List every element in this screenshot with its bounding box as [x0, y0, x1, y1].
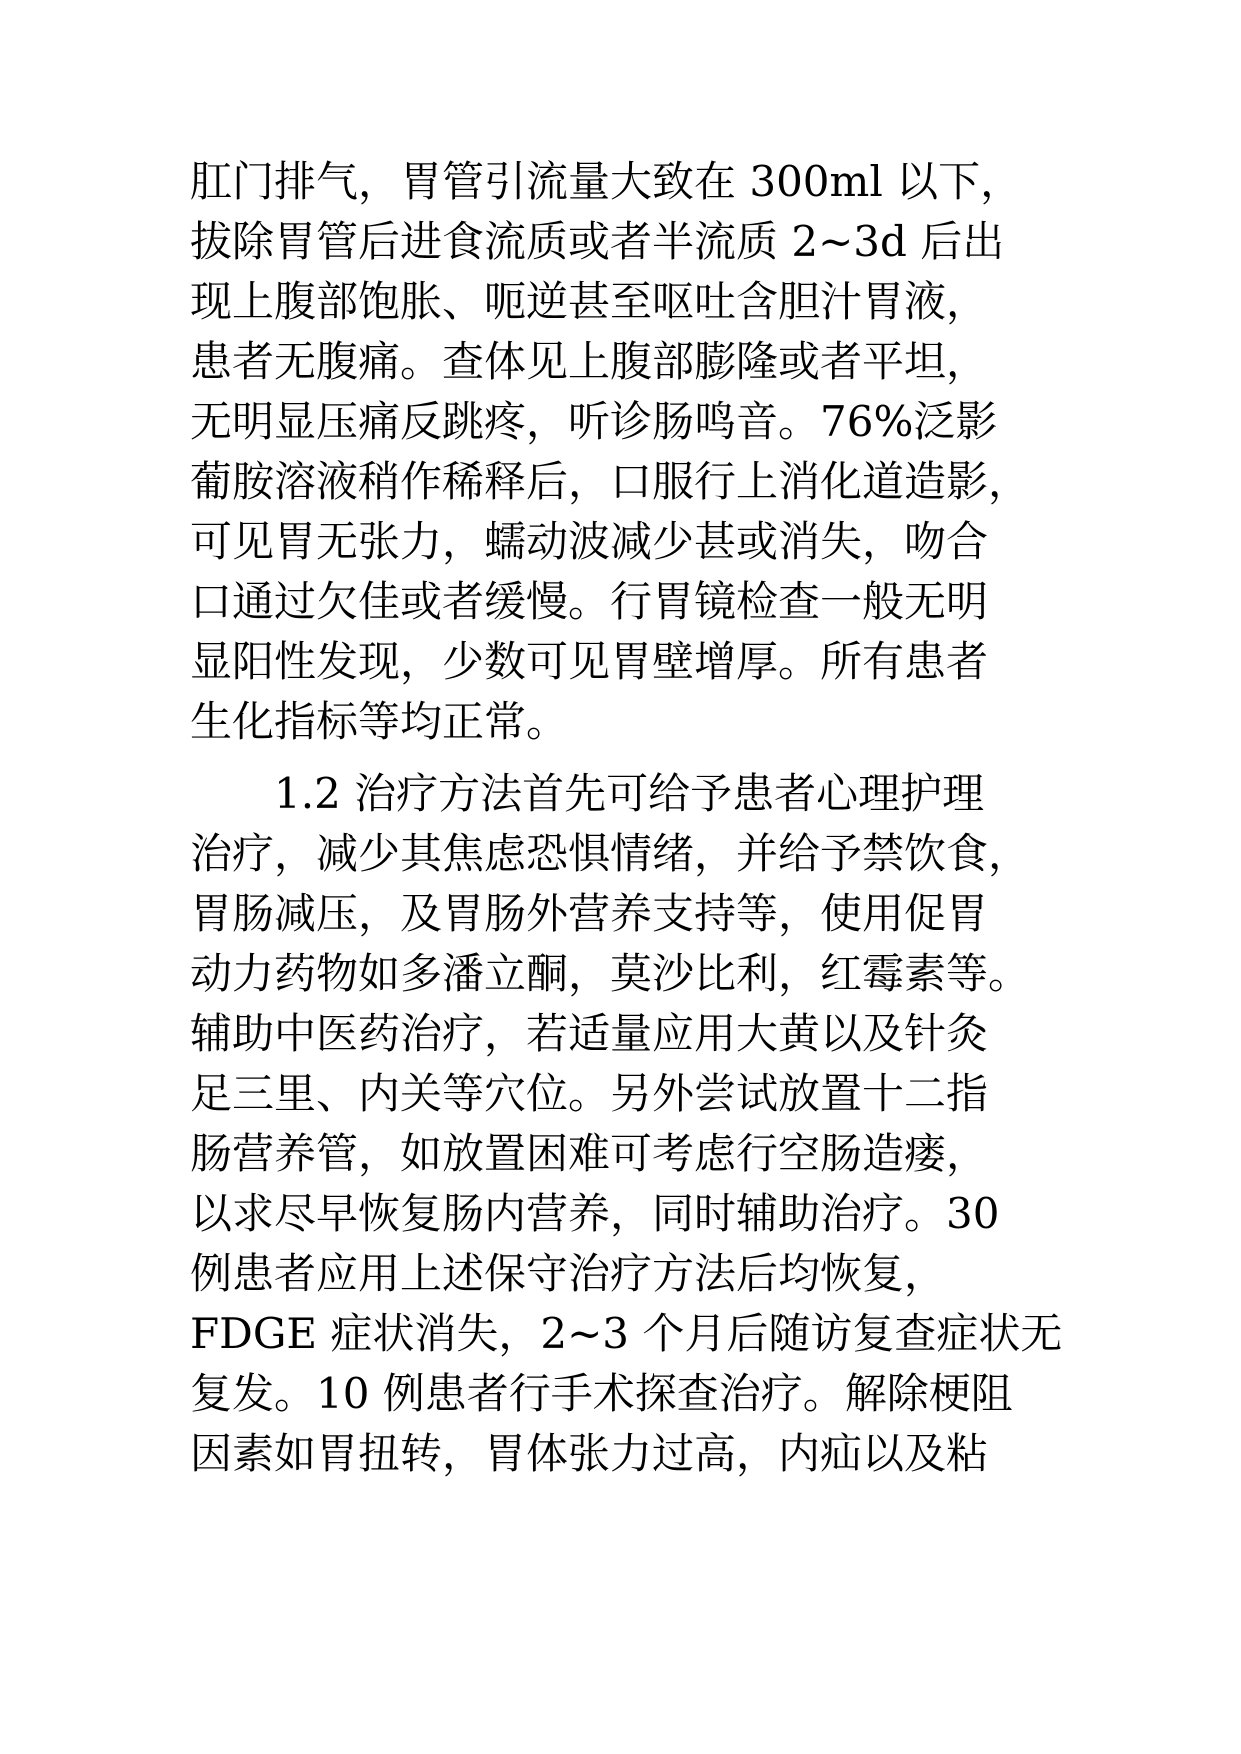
text-line: 显阳性发现，少数可见胃壁增厚。所有患者	[190, 637, 989, 686]
text-line: 可见胃无张力，蠕动波减少甚或消失，吻合	[190, 517, 989, 566]
text-line: 例患者应用上述保守治疗方法后均恢复，	[190, 1249, 947, 1298]
text-line: 复发。10 例患者行手术探查治疗。解除梗阻	[190, 1369, 1013, 1418]
text-line: 现上腹部饱胀、呃逆甚至呕吐含胆汁胃液，	[190, 277, 989, 326]
text-line: 生化指标等均正常。	[190, 697, 569, 746]
section-heading-line: 1.2 治疗方法首先可给予患者心理护理	[274, 769, 985, 818]
text-line: 拔除胃管后进食流质或者半流质 2~3d 后出	[190, 217, 1005, 266]
text-line: 患者无腹痛。查体见上腹部膨隆或者平坦，	[190, 337, 989, 386]
text-line: 足三里、内关等穴位。另外尝试放置十二指	[190, 1069, 989, 1118]
text-line: 葡胺溶液稍作稀释后，口服行上消化道造影，	[190, 457, 1031, 506]
text-line: 因素如胃扭转，胃体张力过高，内疝以及粘	[190, 1429, 989, 1478]
text-line: 动力药物如多潘立酮，莫沙比利，红霉素等。	[190, 949, 1031, 998]
text-line: 肠营养管，如放置困难可考虑行空肠造瘘，	[190, 1129, 989, 1178]
text-line: 肛门排气，胃管引流量大致在 300ml 以下，	[190, 157, 1023, 206]
text-line: 口通过欠佳或者缓慢。行胃镜检查一般无明	[190, 577, 989, 626]
text-line: FDGE 症状消失，2~3 个月后随访复查症状无	[190, 1309, 1063, 1358]
text-line: 胃肠减压，及胃肠外营养支持等，使用促胃	[190, 889, 989, 938]
text-line: 辅助中医药治疗，若适量应用大黄以及针灸	[190, 1009, 989, 1058]
text-line: 治疗，减少其焦虑恐惧情绪，并给予禁饮食，	[190, 829, 1031, 878]
text-line: 无明显压痛反跳疼，听诊肠鸣音。76%泛影	[190, 397, 998, 446]
text-line: 以求尽早恢复肠内营养，同时辅助治疗。30	[190, 1189, 1000, 1238]
